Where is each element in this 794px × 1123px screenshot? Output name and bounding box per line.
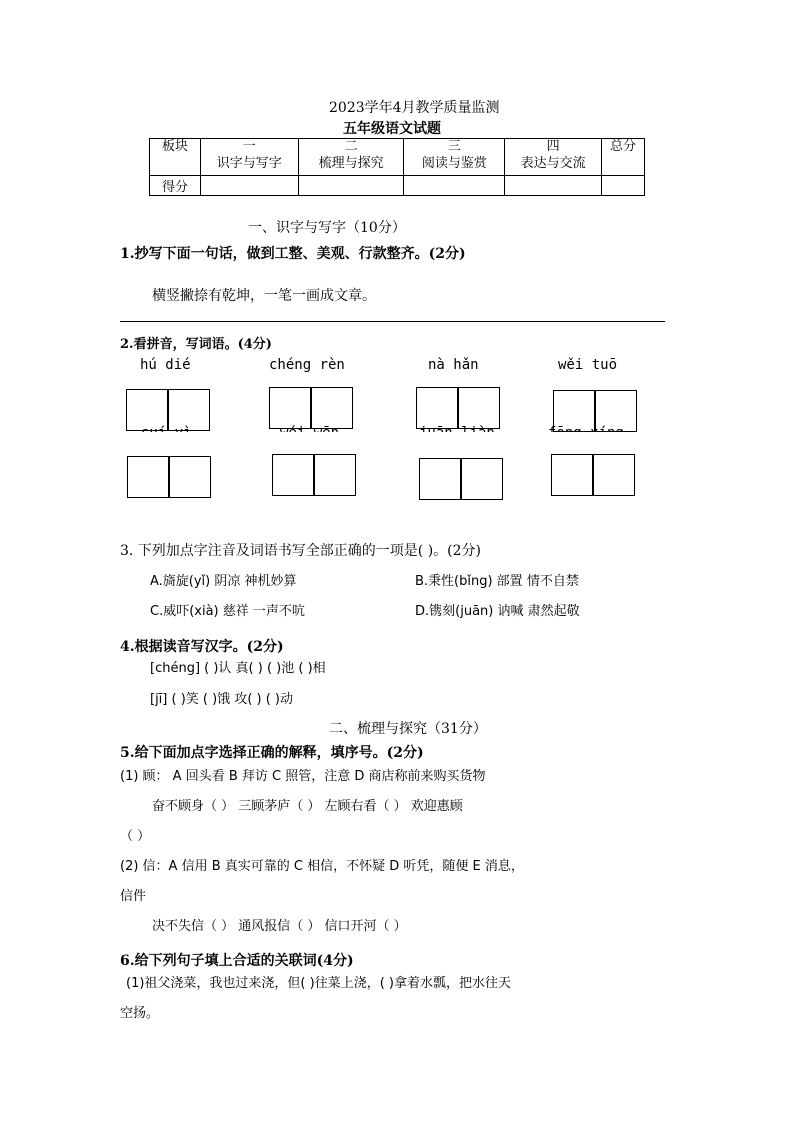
score-table-section-3: 三 阅读与鉴赏	[404, 139, 505, 176]
score-cell-3[interactable]	[404, 176, 505, 196]
option-b[interactable]: B.秉性(bǐng) 部置 情不自禁	[415, 574, 579, 589]
copy-sentence: 横竖撇捺有乾坤，一笔一画成文章。	[152, 288, 376, 304]
question-6-prompt: 6.给下列句子填上合适的关联词(4分)	[120, 953, 354, 969]
score-cell-4[interactable]	[505, 176, 602, 196]
question-4-prompt: 4.根据读音写汉字。(2分)	[120, 639, 284, 655]
score-cell-total[interactable]	[602, 176, 645, 196]
char-box[interactable]	[461, 458, 503, 500]
exam-subtitle: 五年级语文试题	[343, 121, 441, 137]
pinyin-3: nà hǎn	[428, 357, 479, 373]
q4-line-2: [jī] ( )笑 ( )饿 攻( ) ( )动	[150, 692, 294, 707]
pinyin-1: hú dié	[140, 357, 191, 373]
q6-line-2: 空扬。	[120, 1006, 160, 1021]
char-box[interactable]	[419, 458, 461, 500]
char-box[interactable]	[416, 387, 458, 429]
q5-gu-items: 奋不顾身（ ） 三顾茅庐（ ） 左顾右看（ ） 欢迎惠顾	[152, 799, 463, 814]
score-table-label-block: 板块	[150, 139, 201, 176]
score-cell-1[interactable]	[200, 176, 298, 196]
q6-line-1: (1)祖父浇菜，我也过来浇，但( )往菜上浇，( )拿着水瓢，把水往天	[126, 976, 511, 991]
question-2-prompt: 2.看拼音，写词语。(4分)	[120, 337, 272, 352]
char-box[interactable]	[272, 454, 314, 496]
q5-gu-tail: （ ）	[120, 829, 151, 844]
section-heading-2: 二、梳理与探究（31分）	[329, 721, 487, 737]
q5-gu-definitions: (1) 顾： A 回头看 B 拜访 C 照管，注意 D 商店称前来购买货物	[120, 769, 486, 784]
score-table-section-2: 二 梳理与探究	[298, 139, 404, 176]
score-table-label-score: 得分	[150, 176, 201, 196]
q5-xin-items: 决不失信（ ） 通风报信（ ） 信口开河（ ）	[152, 919, 407, 934]
section-heading-1: 一、识字与写字（10分）	[248, 220, 406, 236]
option-c[interactable]: C.威吓(xià) 慈祥 一声不吭	[150, 604, 305, 619]
q5-xin-tail: 信件	[120, 889, 147, 904]
score-table-section-1: 一 识字与写字	[200, 139, 298, 176]
score-table-section-4: 四 表达与交流	[505, 139, 602, 176]
option-a[interactable]: A.旖旋(yǐ) 阴凉 神机妙算	[150, 574, 297, 589]
pinyin-4: wěi tuō	[558, 357, 618, 373]
char-box[interactable]	[314, 454, 356, 496]
question-3-prompt: 3. 下列加点字注音及词语书写全部正确的一项是( )。(2分)	[120, 543, 482, 559]
char-box[interactable]	[127, 456, 169, 498]
q5-xin-definitions: (2) 信：A 信用 B 真实可靠的 C 相信，不怀疑 D 听凭，随便 E 消息，	[120, 859, 524, 874]
char-box[interactable]	[311, 387, 353, 429]
char-box[interactable]	[551, 454, 593, 496]
score-table-total: 总分	[602, 139, 645, 176]
question-5-prompt: 5.给下面加点字选择正确的解释，填序号。(2分)	[120, 745, 424, 761]
q4-line-1: [chéng] ( )认 真( ) ( )池 ( )相	[150, 661, 326, 676]
char-box[interactable]	[169, 456, 211, 498]
pinyin-2: chéng rèn	[269, 357, 345, 373]
char-box[interactable]	[593, 454, 635, 496]
char-box[interactable]	[458, 387, 500, 429]
score-table	[149, 138, 645, 196]
exam-title: 2023学年4月教学质量监测	[329, 100, 500, 116]
char-box[interactable]	[269, 387, 311, 429]
score-cell-2[interactable]	[298, 176, 404, 196]
question-1-prompt: 1.抄写下面一句话，做到工整、美观、行款整齐。(2分)	[120, 246, 466, 262]
option-d[interactable]: D.镌刻(juān) 讷喊 肃然起敬	[415, 604, 580, 619]
writing-line[interactable]	[120, 321, 665, 322]
pinyin-mask	[120, 432, 680, 442]
